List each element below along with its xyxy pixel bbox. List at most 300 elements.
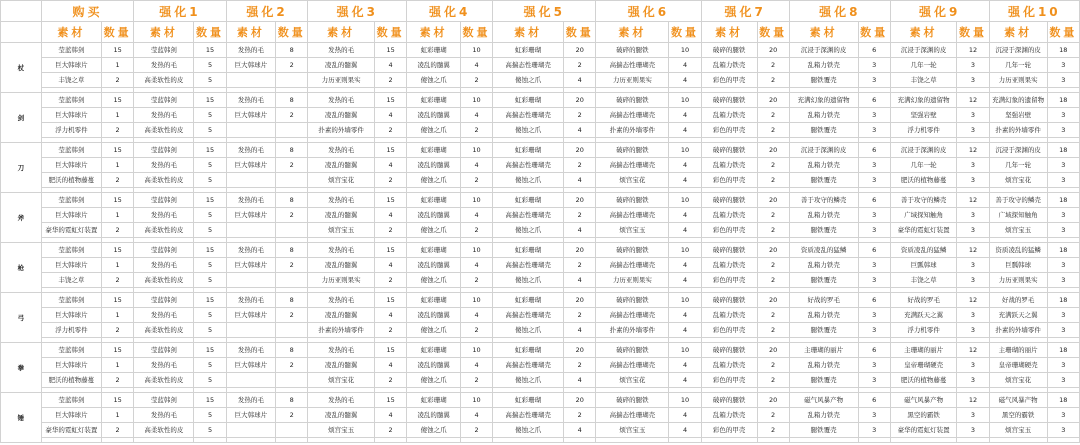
- material-cell: 巨瓢韩球: [890, 258, 957, 273]
- quantity-cell: 18: [1047, 393, 1079, 408]
- material-cell: 凌乱的髓翼: [308, 58, 375, 73]
- quantity-cell: 2: [276, 308, 308, 323]
- quantity-cell: 2: [757, 323, 789, 338]
- spacer-cell: [789, 438, 858, 443]
- quantity-cell: 4: [460, 358, 492, 373]
- weapon-type-label: 弓: [1, 293, 42, 343]
- material-cell: 破碎的腿铁: [596, 93, 669, 108]
- quantity-cell: 15: [194, 393, 226, 408]
- quantity-cell: 3: [1047, 423, 1079, 438]
- quantity-cell: 20: [757, 93, 789, 108]
- material-cell: 破碎的腿铁: [596, 393, 669, 408]
- material-cell: 虹彩珊瑚: [407, 93, 461, 108]
- material-cell: 扑素的外墙零件: [596, 323, 669, 338]
- material-cell: 凌乱的髓翼: [308, 158, 375, 173]
- quantity-cell: 2: [374, 323, 406, 338]
- quantity-cell: 2: [276, 58, 308, 73]
- material-header: 素材: [701, 22, 757, 43]
- quantity-cell: 4: [374, 58, 406, 73]
- material-cell: 腿铁覆壳: [789, 273, 858, 288]
- material-cell: 高柔软性的皮: [134, 323, 194, 338]
- quantity-cell: 2: [460, 173, 492, 188]
- quantity-cell: 15: [374, 93, 406, 108]
- material-cell: 主珊瑚的丽片: [989, 343, 1047, 358]
- material-header: 素材: [134, 22, 194, 43]
- material-cell: 沉浸于深渊的皮: [789, 143, 858, 158]
- quantity-header: 数量: [460, 22, 492, 43]
- material-cell: 力历亚则果实: [308, 73, 375, 88]
- quantity-cell: 2: [276, 258, 308, 273]
- spacer-cell: [989, 438, 1047, 443]
- quantity-cell: 2: [460, 73, 492, 88]
- material-cell: 破碎的腿铁: [701, 393, 757, 408]
- quantity-cell: 4: [669, 308, 701, 323]
- material-cell: 高柔软性的皮: [134, 373, 194, 388]
- material-cell: 破碎的腿铁: [701, 93, 757, 108]
- quantity-cell: 2: [460, 123, 492, 138]
- quantity-cell: [276, 73, 308, 88]
- quantity-cell: 6: [858, 343, 890, 358]
- material-cell: 黑空的霸铁: [890, 408, 957, 423]
- material-cell: 虹彩珊瑚: [493, 243, 564, 258]
- quantity-cell: 3: [858, 158, 890, 173]
- material-cell: 发热的毛: [308, 343, 375, 358]
- material-cell: 虹彩珊瑚: [493, 343, 564, 358]
- material-cell: 傻蚀之爪: [407, 123, 461, 138]
- material-cell: 高揣态性珊瑚壳: [493, 208, 564, 223]
- material-cell: 烦宫宝玉: [308, 423, 375, 438]
- quantity-cell: 4: [669, 273, 701, 288]
- spacer-cell: [194, 438, 226, 443]
- material-cell: 高揣态性珊瑚壳: [493, 158, 564, 173]
- material-cell: 腿铁覆壳: [789, 323, 858, 338]
- quantity-cell: 3: [957, 158, 989, 173]
- quantity-cell: 5: [194, 308, 226, 323]
- material-cell: 浮力机零件: [41, 323, 101, 338]
- quantity-cell: 15: [374, 293, 406, 308]
- material-cell: 沉浸于深渊的皮: [989, 143, 1047, 158]
- quantity-cell: 1: [102, 58, 134, 73]
- quantity-cell: 2: [102, 423, 134, 438]
- quantity-cell: 2: [276, 408, 308, 423]
- quantity-cell: 2: [757, 58, 789, 73]
- material-cell: 凌乱的髓翼: [407, 258, 461, 273]
- quantity-cell: 4: [669, 158, 701, 173]
- material-cell: 彩色的甲壳: [701, 123, 757, 138]
- material-cell: 主珊瑚的丽片: [789, 343, 858, 358]
- material-cell: [226, 423, 275, 438]
- quantity-header: 数量: [669, 22, 701, 43]
- quantity-cell: 10: [460, 193, 492, 208]
- material-cell: 乱箱力铁壳: [701, 158, 757, 173]
- quantity-cell: 15: [102, 93, 134, 108]
- quantity-cell: 2: [564, 308, 596, 323]
- material-cell: 力历亚则果实: [596, 73, 669, 88]
- quantity-cell: 12: [957, 293, 989, 308]
- quantity-cell: 2: [460, 373, 492, 388]
- quantity-cell: 4: [669, 223, 701, 238]
- material-cell: 乱箱力铁壳: [701, 58, 757, 73]
- quantity-cell: 4: [564, 173, 596, 188]
- column-header-row: [1, 22, 1080, 43]
- material-cell: 巨大韩球片: [226, 308, 275, 323]
- quantity-header: 数量: [194, 22, 226, 43]
- quantity-cell: 3: [957, 308, 989, 323]
- spacer-cell: [134, 438, 194, 443]
- quantity-cell: 6: [858, 243, 890, 258]
- material-cell: 力历亚则果实: [596, 273, 669, 288]
- quantity-cell: 15: [374, 343, 406, 358]
- material-cell: 傻蚀之爪: [407, 173, 461, 188]
- quantity-cell: 8: [276, 243, 308, 258]
- quantity-header: 数量: [858, 22, 890, 43]
- material-header: 素材: [41, 22, 101, 43]
- table-row: [1, 223, 1080, 238]
- quantity-cell: 5: [194, 123, 226, 138]
- quantity-cell: 2: [460, 323, 492, 338]
- material-cell: [226, 123, 275, 138]
- stage-header: 强化6: [596, 1, 701, 22]
- material-cell: 高揣态性珊瑚壳: [596, 258, 669, 273]
- material-cell: 巨大韩球片: [41, 208, 101, 223]
- quantity-cell: 4: [669, 208, 701, 223]
- quantity-cell: 2: [374, 373, 406, 388]
- quantity-header: 数量: [374, 22, 406, 43]
- quantity-cell: 4: [669, 408, 701, 423]
- material-cell: 发热的毛: [308, 93, 375, 108]
- weapon-type-label: 枪: [1, 243, 42, 293]
- material-cell: 傻蚀之爪: [493, 73, 564, 88]
- material-cell: 发热的毛: [134, 358, 194, 373]
- material-cell: 肥沃的植物藤蔓: [41, 373, 101, 388]
- table-row: [1, 423, 1080, 438]
- material-cell: 乱箱力铁壳: [701, 358, 757, 373]
- material-cell: 发热的毛: [226, 43, 275, 58]
- material-cell: 几年一轮: [890, 158, 957, 173]
- quantity-cell: 5: [194, 158, 226, 173]
- material-cell: 虹彩珊瑚: [493, 43, 564, 58]
- table-row: [1, 143, 1080, 158]
- material-cell: 莹蓝韩剑: [41, 93, 101, 108]
- quantity-cell: 20: [564, 243, 596, 258]
- material-cell: 高揣态性珊瑚壳: [596, 408, 669, 423]
- quantity-cell: 2: [564, 358, 596, 373]
- quantity-cell: 2: [564, 408, 596, 423]
- spacer-cell: [669, 438, 701, 443]
- quantity-cell: 3: [858, 258, 890, 273]
- quantity-cell: 15: [374, 43, 406, 58]
- quantity-cell: 15: [374, 393, 406, 408]
- material-cell: 乱箱力铁壳: [789, 208, 858, 223]
- quantity-cell: 2: [102, 173, 134, 188]
- weapon-type-label: 拳: [1, 343, 42, 393]
- material-cell: 豪华的霓虹灯装置: [890, 223, 957, 238]
- material-cell: 彩色的甲壳: [701, 223, 757, 238]
- material-cell: 高揣态性珊瑚壳: [596, 308, 669, 323]
- quantity-cell: 3: [858, 308, 890, 323]
- quantity-cell: 3: [957, 358, 989, 373]
- quantity-cell: 3: [957, 73, 989, 88]
- material-cell: 破碎的腿铁: [701, 243, 757, 258]
- table-row: [1, 208, 1080, 223]
- quantity-cell: 18: [1047, 293, 1079, 308]
- material-cell: 破碎的腿铁: [701, 143, 757, 158]
- quantity-header: 数量: [957, 22, 989, 43]
- quantity-cell: 4: [669, 73, 701, 88]
- material-cell: 巨大韩球片: [41, 258, 101, 273]
- quantity-cell: 10: [669, 43, 701, 58]
- quantity-cell: 6: [858, 293, 890, 308]
- material-cell: 扑素的外墙零件: [596, 123, 669, 138]
- material-header: 素材: [890, 22, 957, 43]
- table-row: [1, 258, 1080, 273]
- quantity-cell: 2: [757, 273, 789, 288]
- quantity-cell: 3: [1047, 123, 1079, 138]
- spacer-cell: [1047, 438, 1079, 443]
- material-cell: 腿铁覆壳: [789, 73, 858, 88]
- material-cell: 凌乱的髓翼: [407, 158, 461, 173]
- material-cell: 扑素的外墙零件: [308, 123, 375, 138]
- quantity-cell: 15: [374, 143, 406, 158]
- quantity-cell: 8: [276, 143, 308, 158]
- material-cell: 发热的毛: [134, 308, 194, 323]
- material-cell: 扑素的外墙零件: [308, 323, 375, 338]
- quantity-cell: 20: [757, 143, 789, 158]
- quantity-cell: 6: [858, 43, 890, 58]
- quantity-cell: 3: [1047, 408, 1079, 423]
- material-cell: 莹蓝韩剑: [41, 143, 101, 158]
- material-cell: 肥沃的植物藤蔓: [41, 173, 101, 188]
- material-cell: 傻蚀之爪: [407, 273, 461, 288]
- material-cell: 彩色的甲壳: [701, 173, 757, 188]
- quantity-cell: 4: [460, 308, 492, 323]
- material-cell: 虹彩珊瑚: [493, 393, 564, 408]
- material-cell: 莹蓝韩剑: [41, 193, 101, 208]
- quantity-cell: 3: [1047, 373, 1079, 388]
- material-cell: 高揣态性珊瑚壳: [493, 258, 564, 273]
- material-cell: 善于攻守的鳞壳: [789, 193, 858, 208]
- stage-header: 强化7: [701, 1, 789, 22]
- material-cell: 乱箱力铁壳: [701, 408, 757, 423]
- material-cell: 破碎的腿铁: [701, 343, 757, 358]
- material-cell: 凌乱的髓翼: [308, 308, 375, 323]
- quantity-cell: 2: [102, 73, 134, 88]
- material-cell: 乱箱力铁壳: [789, 158, 858, 173]
- spacer-cell: [102, 438, 134, 443]
- quantity-cell: 2: [757, 73, 789, 88]
- table-row: [1, 158, 1080, 173]
- quantity-cell: 1: [102, 108, 134, 123]
- material-cell: 扑素的外墙零件: [989, 123, 1047, 138]
- material-cell: 浮力机零件: [890, 123, 957, 138]
- quantity-cell: 2: [757, 423, 789, 438]
- quantity-cell: 2: [460, 273, 492, 288]
- material-cell: 充满跃天之翼: [989, 308, 1047, 323]
- weapon-type-label: 杖: [1, 43, 42, 93]
- quantity-cell: 15: [194, 93, 226, 108]
- material-cell: 彩色的甲壳: [701, 73, 757, 88]
- quantity-cell: 8: [276, 343, 308, 358]
- spacer-cell: [374, 438, 406, 443]
- material-cell: 几年一轮: [989, 58, 1047, 73]
- material-cell: 乱箱力铁壳: [789, 258, 858, 273]
- material-cell: 发热的毛: [308, 243, 375, 258]
- material-cell: 巨大韩球片: [41, 308, 101, 323]
- material-cell: 高柔软性的皮: [134, 73, 194, 88]
- quantity-cell: [276, 373, 308, 388]
- spacer-cell: [757, 438, 789, 443]
- material-cell: 发热的毛: [308, 43, 375, 58]
- material-cell: 乱箱力铁壳: [701, 258, 757, 273]
- quantity-cell: 20: [757, 343, 789, 358]
- material-cell: 皇帝珊瑚硬壳: [890, 358, 957, 373]
- material-cell: 乱箱力铁壳: [789, 408, 858, 423]
- material-cell: 发热的毛: [134, 408, 194, 423]
- quantity-header: 数量: [1047, 22, 1079, 43]
- quantity-cell: 3: [1047, 358, 1079, 373]
- quantity-cell: 2: [276, 358, 308, 373]
- material-cell: 发热的毛: [134, 108, 194, 123]
- material-cell: 高揣态性珊瑚壳: [596, 158, 669, 173]
- spacer-cell: [596, 438, 669, 443]
- quantity-cell: 2: [374, 73, 406, 88]
- stage-header: 强化8: [789, 1, 890, 22]
- quantity-cell: 5: [194, 323, 226, 338]
- material-cell: 坚强岩壁: [890, 108, 957, 123]
- quantity-cell: 12: [957, 43, 989, 58]
- quantity-cell: 3: [957, 373, 989, 388]
- quantity-cell: 4: [564, 423, 596, 438]
- quantity-cell: 1: [102, 158, 134, 173]
- material-cell: 烦宫宝花: [596, 173, 669, 188]
- quantity-cell: 12: [957, 243, 989, 258]
- quantity-cell: 5: [194, 208, 226, 223]
- material-cell: 发热的毛: [134, 258, 194, 273]
- material-cell: 巨大韩球片: [226, 158, 275, 173]
- material-cell: 虹彩珊瑚: [407, 343, 461, 358]
- material-cell: 充满幻象的遗留物: [890, 93, 957, 108]
- material-cell: 丰饶之草: [41, 73, 101, 88]
- material-cell: [226, 223, 275, 238]
- quantity-cell: [276, 223, 308, 238]
- quantity-cell: 3: [957, 408, 989, 423]
- quantity-cell: [276, 173, 308, 188]
- table-row: [1, 358, 1080, 373]
- quantity-cell: 5: [194, 108, 226, 123]
- material-cell: 虹彩珊瑚: [407, 393, 461, 408]
- material-cell: 沉浸于深渊的皮: [890, 43, 957, 58]
- quantity-cell: 12: [957, 343, 989, 358]
- material-cell: 发热的毛: [134, 208, 194, 223]
- quantity-cell: 10: [460, 143, 492, 158]
- spacer-cell: [41, 438, 101, 443]
- table-row: [1, 393, 1080, 408]
- material-cell: 巨大韩球片: [41, 158, 101, 173]
- quantity-cell: 2: [460, 423, 492, 438]
- material-cell: 腿铁覆壳: [789, 223, 858, 238]
- material-cell: 腿铁覆壳: [789, 173, 858, 188]
- quantity-cell: 2: [374, 173, 406, 188]
- quantity-cell: 5: [194, 223, 226, 238]
- material-cell: 发热的毛: [308, 143, 375, 158]
- quantity-cell: 2: [564, 108, 596, 123]
- quantity-cell: 4: [669, 323, 701, 338]
- material-cell: 黑空的霸铁: [989, 408, 1047, 423]
- material-header: 素材: [407, 22, 461, 43]
- material-cell: 破碎的腿铁: [701, 43, 757, 58]
- material-cell: 凌乱的髓翼: [308, 258, 375, 273]
- quantity-cell: 5: [194, 173, 226, 188]
- quantity-cell: 4: [374, 408, 406, 423]
- material-cell: 彩色的甲壳: [701, 373, 757, 388]
- material-cell: 充满跃天之翼: [890, 308, 957, 323]
- quantity-cell: 15: [194, 43, 226, 58]
- material-cell: 烦宫宝花: [308, 173, 375, 188]
- material-cell: 凌乱的髓翼: [407, 358, 461, 373]
- material-cell: 巨大韩球片: [41, 408, 101, 423]
- quantity-cell: 4: [460, 108, 492, 123]
- quantity-cell: 2: [564, 208, 596, 223]
- quantity-cell: 5: [194, 408, 226, 423]
- quantity-cell: 2: [460, 223, 492, 238]
- material-cell: 高柔软性的皮: [134, 423, 194, 438]
- quantity-cell: [276, 323, 308, 338]
- stage-header: 强化1: [134, 1, 226, 22]
- quantity-cell: 10: [669, 293, 701, 308]
- material-cell: 莹蓝韩剑: [41, 393, 101, 408]
- quantity-cell: 15: [102, 343, 134, 358]
- quantity-cell: 3: [957, 323, 989, 338]
- material-cell: 皇帝珊瑚硬壳: [989, 358, 1047, 373]
- material-cell: 高揣态性珊瑚壳: [596, 58, 669, 73]
- material-cell: 莹蓝韩剑: [134, 343, 194, 358]
- material-cell: 莹蓝韩剑: [134, 43, 194, 58]
- quantity-cell: 6: [858, 393, 890, 408]
- material-cell: 充满幻象的遗留物: [789, 93, 858, 108]
- material-cell: 破碎的腿铁: [596, 343, 669, 358]
- quantity-cell: 1: [102, 208, 134, 223]
- quantity-cell: 6: [858, 143, 890, 158]
- material-cell: 发热的毛: [226, 93, 275, 108]
- material-cell: 磁气风暴产物: [989, 393, 1047, 408]
- quantity-cell: 4: [460, 408, 492, 423]
- material-cell: 虹彩珊瑚: [407, 243, 461, 258]
- material-cell: 烦宫宝花: [989, 173, 1047, 188]
- material-cell: 善于攻守的鳞壳: [989, 193, 1047, 208]
- quantity-cell: 3: [957, 58, 989, 73]
- stage-header: 购买: [41, 1, 133, 22]
- quantity-cell: 4: [669, 373, 701, 388]
- material-cell: 凌乱的髓翼: [308, 358, 375, 373]
- material-cell: 乱箱力铁壳: [789, 58, 858, 73]
- table-row: [1, 108, 1080, 123]
- quantity-cell: 20: [757, 193, 789, 208]
- corner-cell: [1, 1, 42, 22]
- quantity-cell: 3: [1047, 273, 1079, 288]
- material-cell: 发热的毛: [226, 343, 275, 358]
- quantity-cell: 3: [1047, 258, 1079, 273]
- quantity-cell: 20: [564, 293, 596, 308]
- quantity-cell: 2: [374, 123, 406, 138]
- material-cell: 虹彩珊瑚: [407, 293, 461, 308]
- quantity-cell: 2: [757, 123, 789, 138]
- material-cell: 傻蚀之爪: [493, 273, 564, 288]
- material-cell: 破碎的腿铁: [596, 193, 669, 208]
- material-cell: 腿铁覆壳: [789, 373, 858, 388]
- table-row: [1, 273, 1080, 288]
- material-cell: 发热的毛: [226, 293, 275, 308]
- material-cell: 好战的罗毛: [890, 293, 957, 308]
